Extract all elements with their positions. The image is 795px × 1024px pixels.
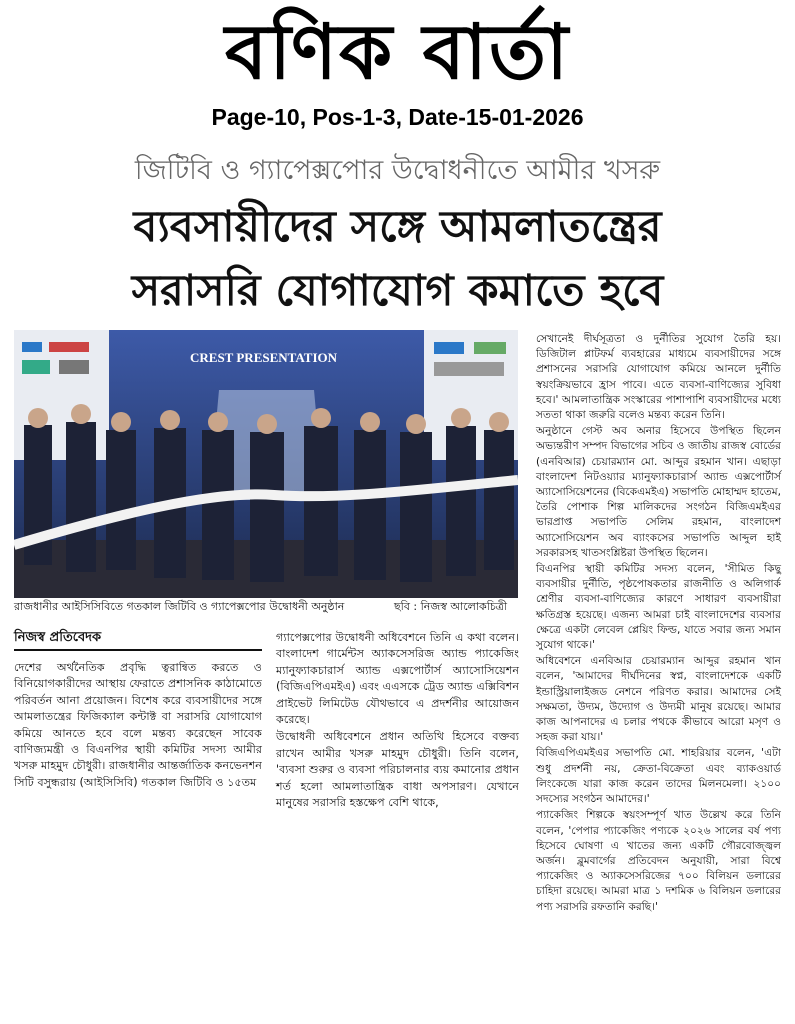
headline-line-1: ব্যবসায়ীদের সঙ্গে আমলাতন্ত্রের bbox=[133, 202, 662, 252]
headline-line-2: সরাসরি যোগাযোগ কমাতে হবে bbox=[131, 266, 664, 316]
photo-illustration bbox=[14, 330, 518, 598]
photo-banner-title: CREST PRESENTATION bbox=[190, 350, 338, 365]
paragraph: বিএনপির স্থায়ী কমিটির সদস্য বলেন, 'সীমিত কিছু ব্যবসায়ীর দুর্নীতি, পৃষ্ঠপোষকতার রাজনীতি ও অলিগার্ক শ্রেণীর ব্যবসা-বাণিজ্যের কারণে সাধারণ ব্যবসায়ীরা ক্ষতিগ্রস্ত হয়েছে। এজন্য আমরা চাই বাংলাদেশের ব্যবসার ক্ষেত্রে একটা লেবেল প্লেয়িং ফিল্ড, যাতে সবার জন্য সমান সুযোগ থাকে।' bbox=[536, 563, 781, 652]
paragraph: উদ্বোধনী অধিবেশনে প্রধান অতিথি হিসেবে বক্তব্য রাখেন আমীর খসরু মাহমুদ চৌধুরী। তিনি বলেন, 'ব্যবসা শুরুর ও ব্যবসা পরিচালনার ব্যয় কমানোর প্রধান শর্ত হলো আমলাতান্ত্রিক বাধা অপসারণ। যেখানে মানুষের সরাসরি হস্তক্ষেপ বেশি থাকে, bbox=[276, 730, 519, 810]
paragraph: অনুষ্ঠানে গেস্ট অব অনার হিসেবে উপস্থিত ছিলেন অভ্যন্তরীণ সম্পদ বিভাগের সচিব ও জাতীয় রাজস্ব বোর্ডের (এনবিআর) চেয়ারম্যান মো. আব্দুর রহমান খান। এছাড়া বাংলাদেশ নিটওয়্যার ম্যানুফ্যাকচারার্স অ্যান্ড এক্সপোর্টার্স অ্যাসোসিয়েশনের (বিকেএমইএ) সভাপতি মোহাম্মদ হাতেম, তৈরি পোশাক শিল্প মালিকদের সংগঠন বিজিএমইএর ভারপ্রাপ্ত সভাপতি সেলিম রহমান, বাংলাদেশ অ্যাসোসিয়েশন অব ব্যাংকসের সভাপতি আব্দুল হাই সরকারসহ খাতসংশ্লিষ্টরা উপস্থিত ছিলেন। bbox=[536, 425, 781, 559]
paragraph: দেশের অর্থনৈতিক প্রবৃদ্ধি ত্বরান্বিত করতে ও বিনিয়োগকারীদের আস্থায় ফেরাতে প্রশাসনিক কাঠামোতে পরিবর্তন আনা প্রয়োজন। বিশেষ করে ব্যবসায়ীদের সঙ্গে আমলাতন্ত্রের ফিজিক্যাল কন্টাক্ট বা সরাসরি যোগাযোগ কমিয়ে আনতে হবে বলে মন্তব্য করেছেন সাবেক বাণিজ্যমন্ত্রী ও বিএনপির স্থায়ী কমিটির সদস্য আমীর খসরু মাহমুদ চৌধুরী। রাজধানীর আন্তর্জাতিক কনভেনশন সিটি বসুন্ধরায় (আইসিসিবি) গতকাল জিটিবি ও ১৫তম bbox=[14, 661, 262, 789]
article-column-2 bbox=[276, 630, 519, 812]
paragraph: গ্যাপেক্সপোর উদ্বোধনী অধিবেশনে তিনি এ কথা বলেন। বাংলাদেশ গার্মেন্টস অ্যাকসেসরিজ অ্যান্ড প্যাকেজিং ম্যানুফ্যাকচারার্স অ্যান্ড এক্সপোর্টার্স অ্যাসোসিয়েশন (বিজিএপিএমইএ) এবং এএসকে ট্রেড অ্যান্ড এক্সিবিশন প্রাইভেট লিমিটেড যৌথভাবে এ প্রদর্শনীর আয়োজন করেছে। bbox=[276, 631, 519, 727]
photo-caption: রাজধানীর আইসিসিবিতে গতকাল জিটিবি ও গ্যাপেক্সপোর উদ্বোধনী অনুষ্ঠান bbox=[14, 600, 345, 613]
article-column-1 bbox=[14, 660, 262, 792]
newspaper-masthead: বণিক বার্তা bbox=[224, 7, 571, 96]
byline-divider bbox=[14, 649, 262, 651]
clipping-meta: Page-10, Pos-1-3, Date-15-01-2026 bbox=[211, 104, 584, 130]
paragraph: প্যাকেজিং শিল্পকে স্বয়ংসম্পূর্ণ খাত উল্লেখ করে তিনি বলেন, 'পেপার প্যাকেজিং পণ্যকে ২০২৬ সালের বর্ষ পণ্য হিসেবে ঘোষণা এ খাতের জন্য একটি গৌরবোজ্জ্বল অর্জন। ব্লুমবার্গের প্রতিবেদন অনুযায়ী, সারা বিশ্বে প্যাকেজিং ও অ্যাকসেসরিজের ৭০০ বিলিয়ন ডলারের চাহিদা রয়েছে। আমরা মাত্র ১ দশমিক ৬ বিলিয়ন ডলারের পণ্য সরাসরি রফতানি করছি।' bbox=[536, 809, 781, 913]
article-column-3 bbox=[536, 332, 781, 916]
article-kicker: জিটিবি ও গ্যাপেক্সপোর উদ্বোধনীতে আমীর খসরু bbox=[134, 155, 661, 186]
article-photo bbox=[14, 330, 518, 598]
paragraph: সেখানেই দীর্ঘসূত্রতা ও দুর্নীতির সুযোগ তৈরি হয়। ডিজিটাল প্লাটফর্ম ব্যবহারের মাধ্যমে ব্যবসায়ীদের সঙ্গে প্রশাসনের সরাসরি যোগাযোগ কমিয়ে আনলে দুর্নীতি স্বয়ংক্রিয়ভাবে হ্রাস পাবে। এতে ব্যবসা-বাণিজ্যের সুবিধা হবে।' আমলাতান্ত্রিক সংস্কারের পাশাপাশি ব্যবসায়ীদের মধ্যে সততা থাকা জরুরি বলেও মন্তব্য করেন তিনি। bbox=[536, 333, 781, 422]
photo-credit: ছবি : নিজস্ব আলোকচিত্রী bbox=[394, 600, 508, 613]
article-byline: নিজস্ব প্রতিবেদক bbox=[14, 630, 102, 645]
article-headline bbox=[40, 195, 755, 323]
paragraph: বিজিএপিএমইএর সভাপতি মো. শাহরিয়ার বলেন, 'এটা শুধু প্রদর্শনী নয়, ক্রেতা-বিক্রেতা এবং ব্যাকওয়ার্ড লিংকেজে যারা কাজ করেন তাদের মিলনমেলা। ২১০০ সদস্যের সংগঠন আমাদের।' bbox=[536, 747, 781, 806]
paragraph: অধিবেশনে এনবিআর চেয়ারম্যান আব্দুর রহমান খান বলেন, 'আমাদের দীর্ঘদিনের স্বপ্ন, বাংলাদেশকে একটি ইন্ডাস্ট্রিয়ালাইজড নেশনে পরিণত করার। আমাদের সেই সক্ষমতা, উদ্যম, উদ্যোগ ও উদ্যমী মানুষ রয়েছে। আমার কাজ আপনাদের এ চলার পথকে কীভাবে আরো মসৃণ ও সহজ করা যায়।' bbox=[536, 655, 781, 744]
